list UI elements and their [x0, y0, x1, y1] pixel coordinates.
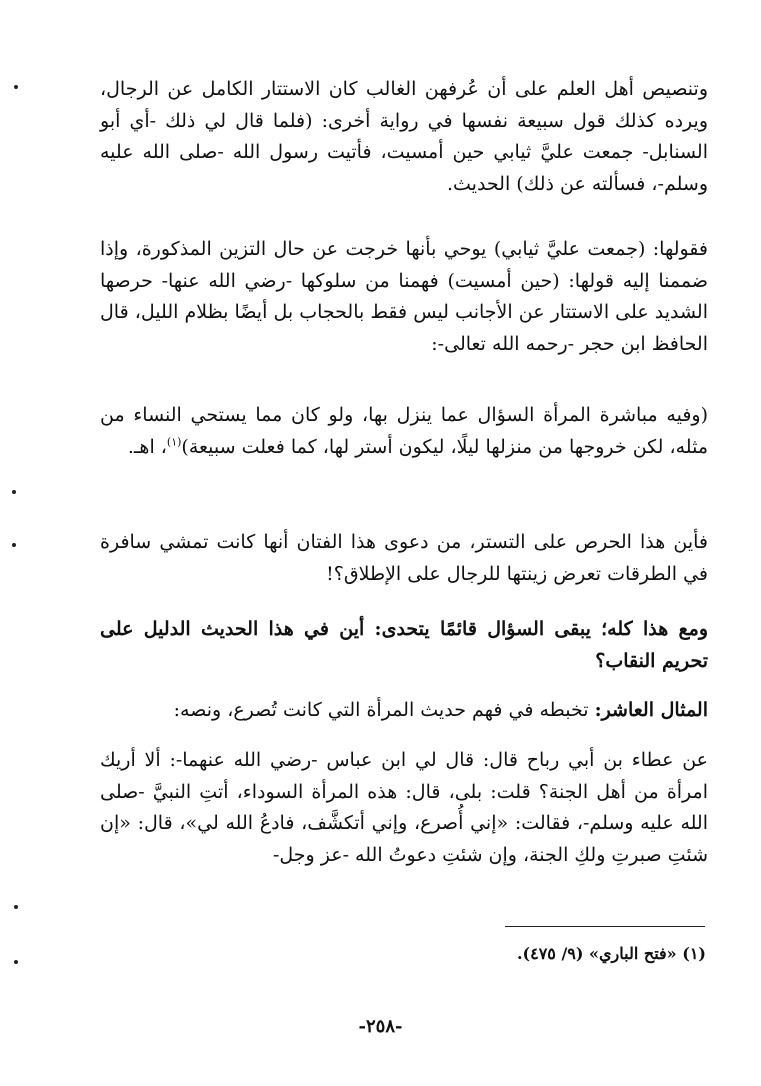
margin-mark: [14, 905, 18, 909]
paragraph-text: فأين هذا الحرص على التستر، من دعوى هذا الفتان أنها كانت تمشي سافرة في الطرقات تعرض زينتها للرجال على الإطلاق؟!: [100, 531, 708, 585]
heading-paragraph: [100, 695, 708, 727]
quote-paragraph: [100, 400, 708, 463]
paragraph-3-quote: [100, 400, 708, 463]
paragraph-text: وتنصيص أهل العلم على أن عُرفهن الغالب كان الاستتار الكامل عن الرجال، ويرده كذلك قول سبيعة نفسها في رواية أخرى: (فلما قال لي ذلك -أي أبو السنابل- جمعت عليَّ ثيابي حين أمسيت، فأتيت رسول الله -صلى الله عليه وسلم-، فسألته عن ذلك) الحديث.: [100, 78, 708, 195]
margin-mark: [12, 490, 16, 494]
paragraph-4: [100, 527, 708, 590]
footnote: (١) «فتح الباري» (٩/ ٤٧٥).: [516, 944, 706, 963]
margin-mark: [14, 960, 18, 964]
heading-text: تخبطه في فهم حديث المرأة التي كانت تُصرع، ونصه:: [173, 699, 595, 721]
quote-text: (وفيه مباشرة المرأة السؤال عما ينزل بها، ولو كان مما يستحي النساء من مثله، لكن خروجها من منزلها ليلًا، ليكون أستر لها، كما فعلت سبيعة): [100, 404, 708, 458]
paragraph-2: [100, 234, 708, 360]
margin-mark: [14, 85, 18, 89]
quote-tail: ، اهـ.: [127, 435, 167, 458]
section-heading: المثال العاشر:: [594, 699, 708, 721]
paragraph-7-hadith: [100, 745, 708, 871]
margin-mark: [12, 543, 16, 547]
paragraph-text: ومع هذا كله؛ يبقى السؤال قائمًا يتحدى: أين في هذا الحديث الدليل على تحريم النقاب؟: [100, 618, 708, 672]
paragraph-1: [100, 74, 708, 200]
paragraph-text: عن عطاء بن أبي رباح قال: قال لي ابن عباس -رضي الله عنهما-: ألا أريك امرأة من أهل الجنة؟ قلت: بلى، قال: هذه المرأة السوداء، أتتِ النبيَّ -صلى الله عليه وسلم-، فقالت: «إني أُصرع، وإني أتكشَّف، فادعُ الله لي»، قال: «إن شئتِ صبرتِ ولكِ الجنة، وإن شئتِ دعوتُ الله -عز وجل-: [100, 749, 708, 866]
paragraph-text: فقولها: (جمعت عليَّ ثيابي) يوحي بأنها خرجت عن حال التزين المذكورة، وإذا ضممنا إليه قولها: (حين أمسيت) فهمنا من سلوكها -رضي الله عنها- حرصها الشديد على الاستتار عن الأجانب ليس فقط بالحجاب بل أيضًا بظلام الليل، قال الحافظ ابن حجر -رحمه الله تعالى-:: [100, 238, 709, 355]
footnote-reference[interactable]: (١): [166, 435, 182, 449]
paragraph-6-heading: [100, 695, 708, 727]
page-number: -٢٥٨-: [358, 1016, 403, 1037]
paragraph-5-question: [100, 614, 708, 677]
footnote-separator: [505, 926, 705, 927]
